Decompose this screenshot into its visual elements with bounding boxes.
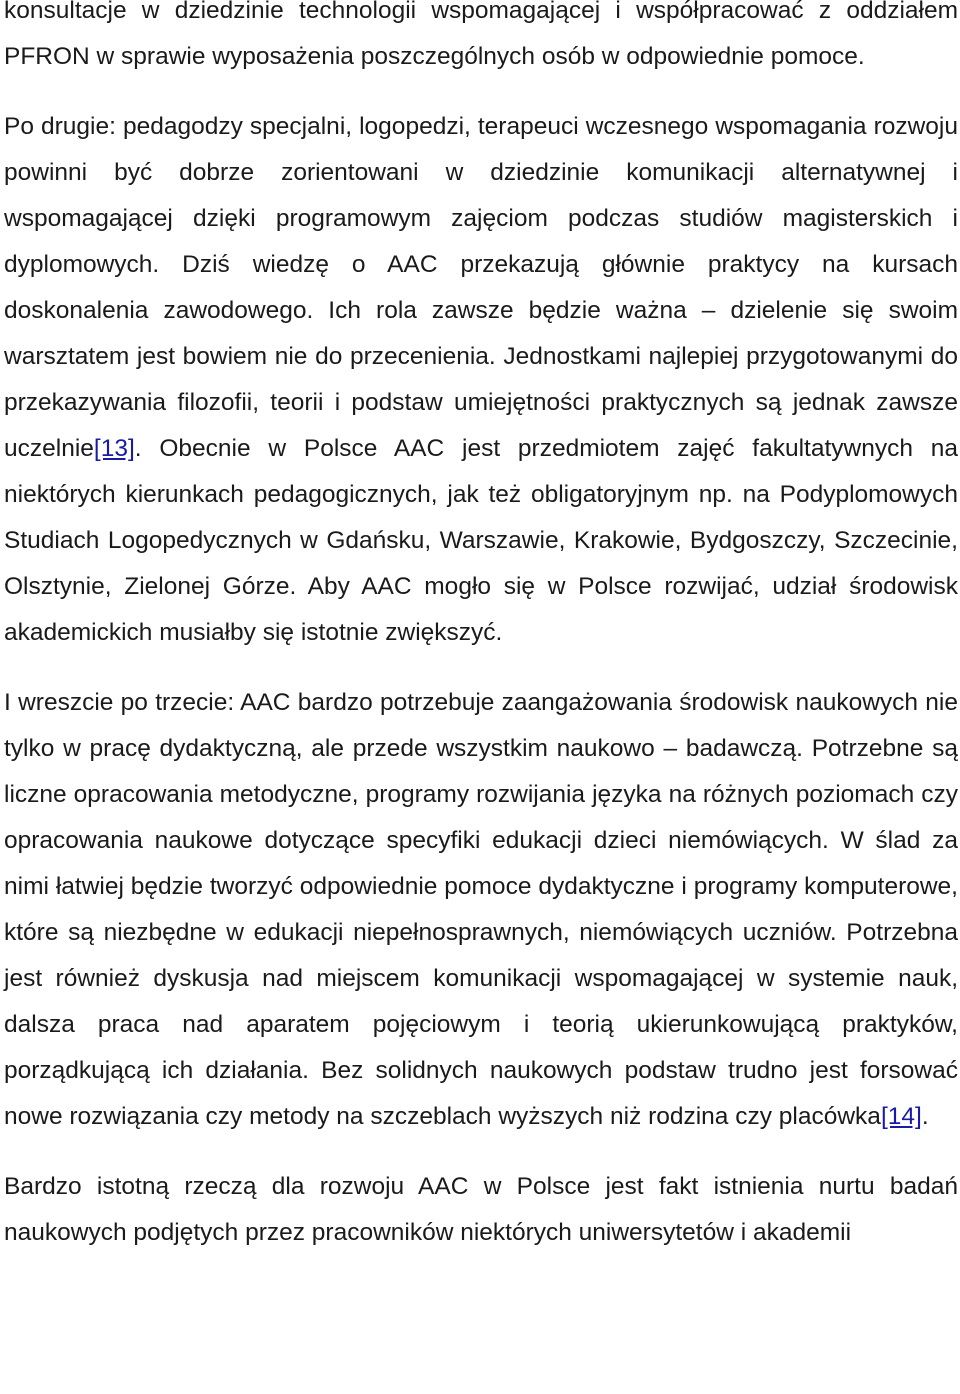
paragraph-3 [4, 680, 958, 1140]
citation-link-13[interactable]: [13] [93, 435, 135, 462]
paragraph-text: . Obecnie w Polsce AAC jest przedmiotem zajęć fakultatywnych na niektórych kierunkach pedagogicznych, jak też obligatoryjnym np. na Podyplomowych Studiach Logopedycznych w Gdańsku, Warszawie, Krakowie, Bydgoszczy, Szczecinie, Olsztynie, Zielonej Górze. Aby AAC mogło się w Polsce rozwijać, udział środowisk akademickich musiałby się istotnie zwiększyć. [4, 435, 958, 646]
citation-link-14[interactable]: [14] [880, 1103, 922, 1130]
paragraph-1 [4, 0, 958, 80]
paragraph-4 [4, 1164, 958, 1256]
document-body [4, 0, 958, 1280]
paragraph-text: . [921, 1103, 929, 1130]
paragraph-text: Po drugie: pedagodzy specjalni, logopedzi, terapeuci wczesnego wspomagania rozwoju powinni być dobrze zorientowani w dziedzinie komunikacji alternatywnej i wspomagającej dzięki programowym zajęciom podczas studiów magisterskich i dyplomowych. Dziś wiedzę o AAC przekazują głównie praktycy na kursach doskonalenia zawodowego. Ich rola zawsze będzie ważna – dzielenie się swoim warsztatem jest bowiem nie do przecenienia. Jednostkami najlepiej przygotowanymi do przekazywania filozofii, teorii i podstaw umiejętności praktycznych są jednak zawsze uczelnie [4, 113, 958, 462]
paragraph-text: Bardzo istotną rzeczą dla rozwoju AAC w Polsce jest fakt istnienia nurtu badań naukowych podjętych przez pracowników niektórych uniwersytetów i akademii [4, 1173, 958, 1246]
paragraph-text: konsultacje w dziedzinie technologii wspomagającej i współpracować z oddziałem PFRON w sprawie wyposażenia poszczególnych osób w odpowiednie pomoce. [4, 0, 958, 70]
paragraph-2 [4, 104, 958, 656]
paragraph-text: I wreszcie po trzecie: AAC bardzo potrzebuje zaangażowania środowisk naukowych nie tylko w pracę dydaktyczną, ale przede wszystkim naukowo – badawczą. Potrzebne są liczne opracowania metodyczne, programy rozwijania języka na różnych poziomach czy opracowania naukowe dotyczące specyfiki edukacji dzieci niemówiących. W ślad za nimi łatwiej będzie tworzyć odpowiednie pomoce dydaktyczne i programy komputerowe, które są niezbędne w edukacji niepełnosprawnych, niemówiących uczniów. Potrzebna jest również dyskusja nad miejscem komunikacji wspomagającej w systemie nauk, dalsza praca nad aparatem pojęciowym i teorią ukierunkowującą praktyków, porządkującą ich działania. Bez solidnych naukowych podstaw trudno jest forsować nowe rozwiązania czy metody na szczeblach wyższych niż rodzina czy placówka [4, 689, 958, 1130]
